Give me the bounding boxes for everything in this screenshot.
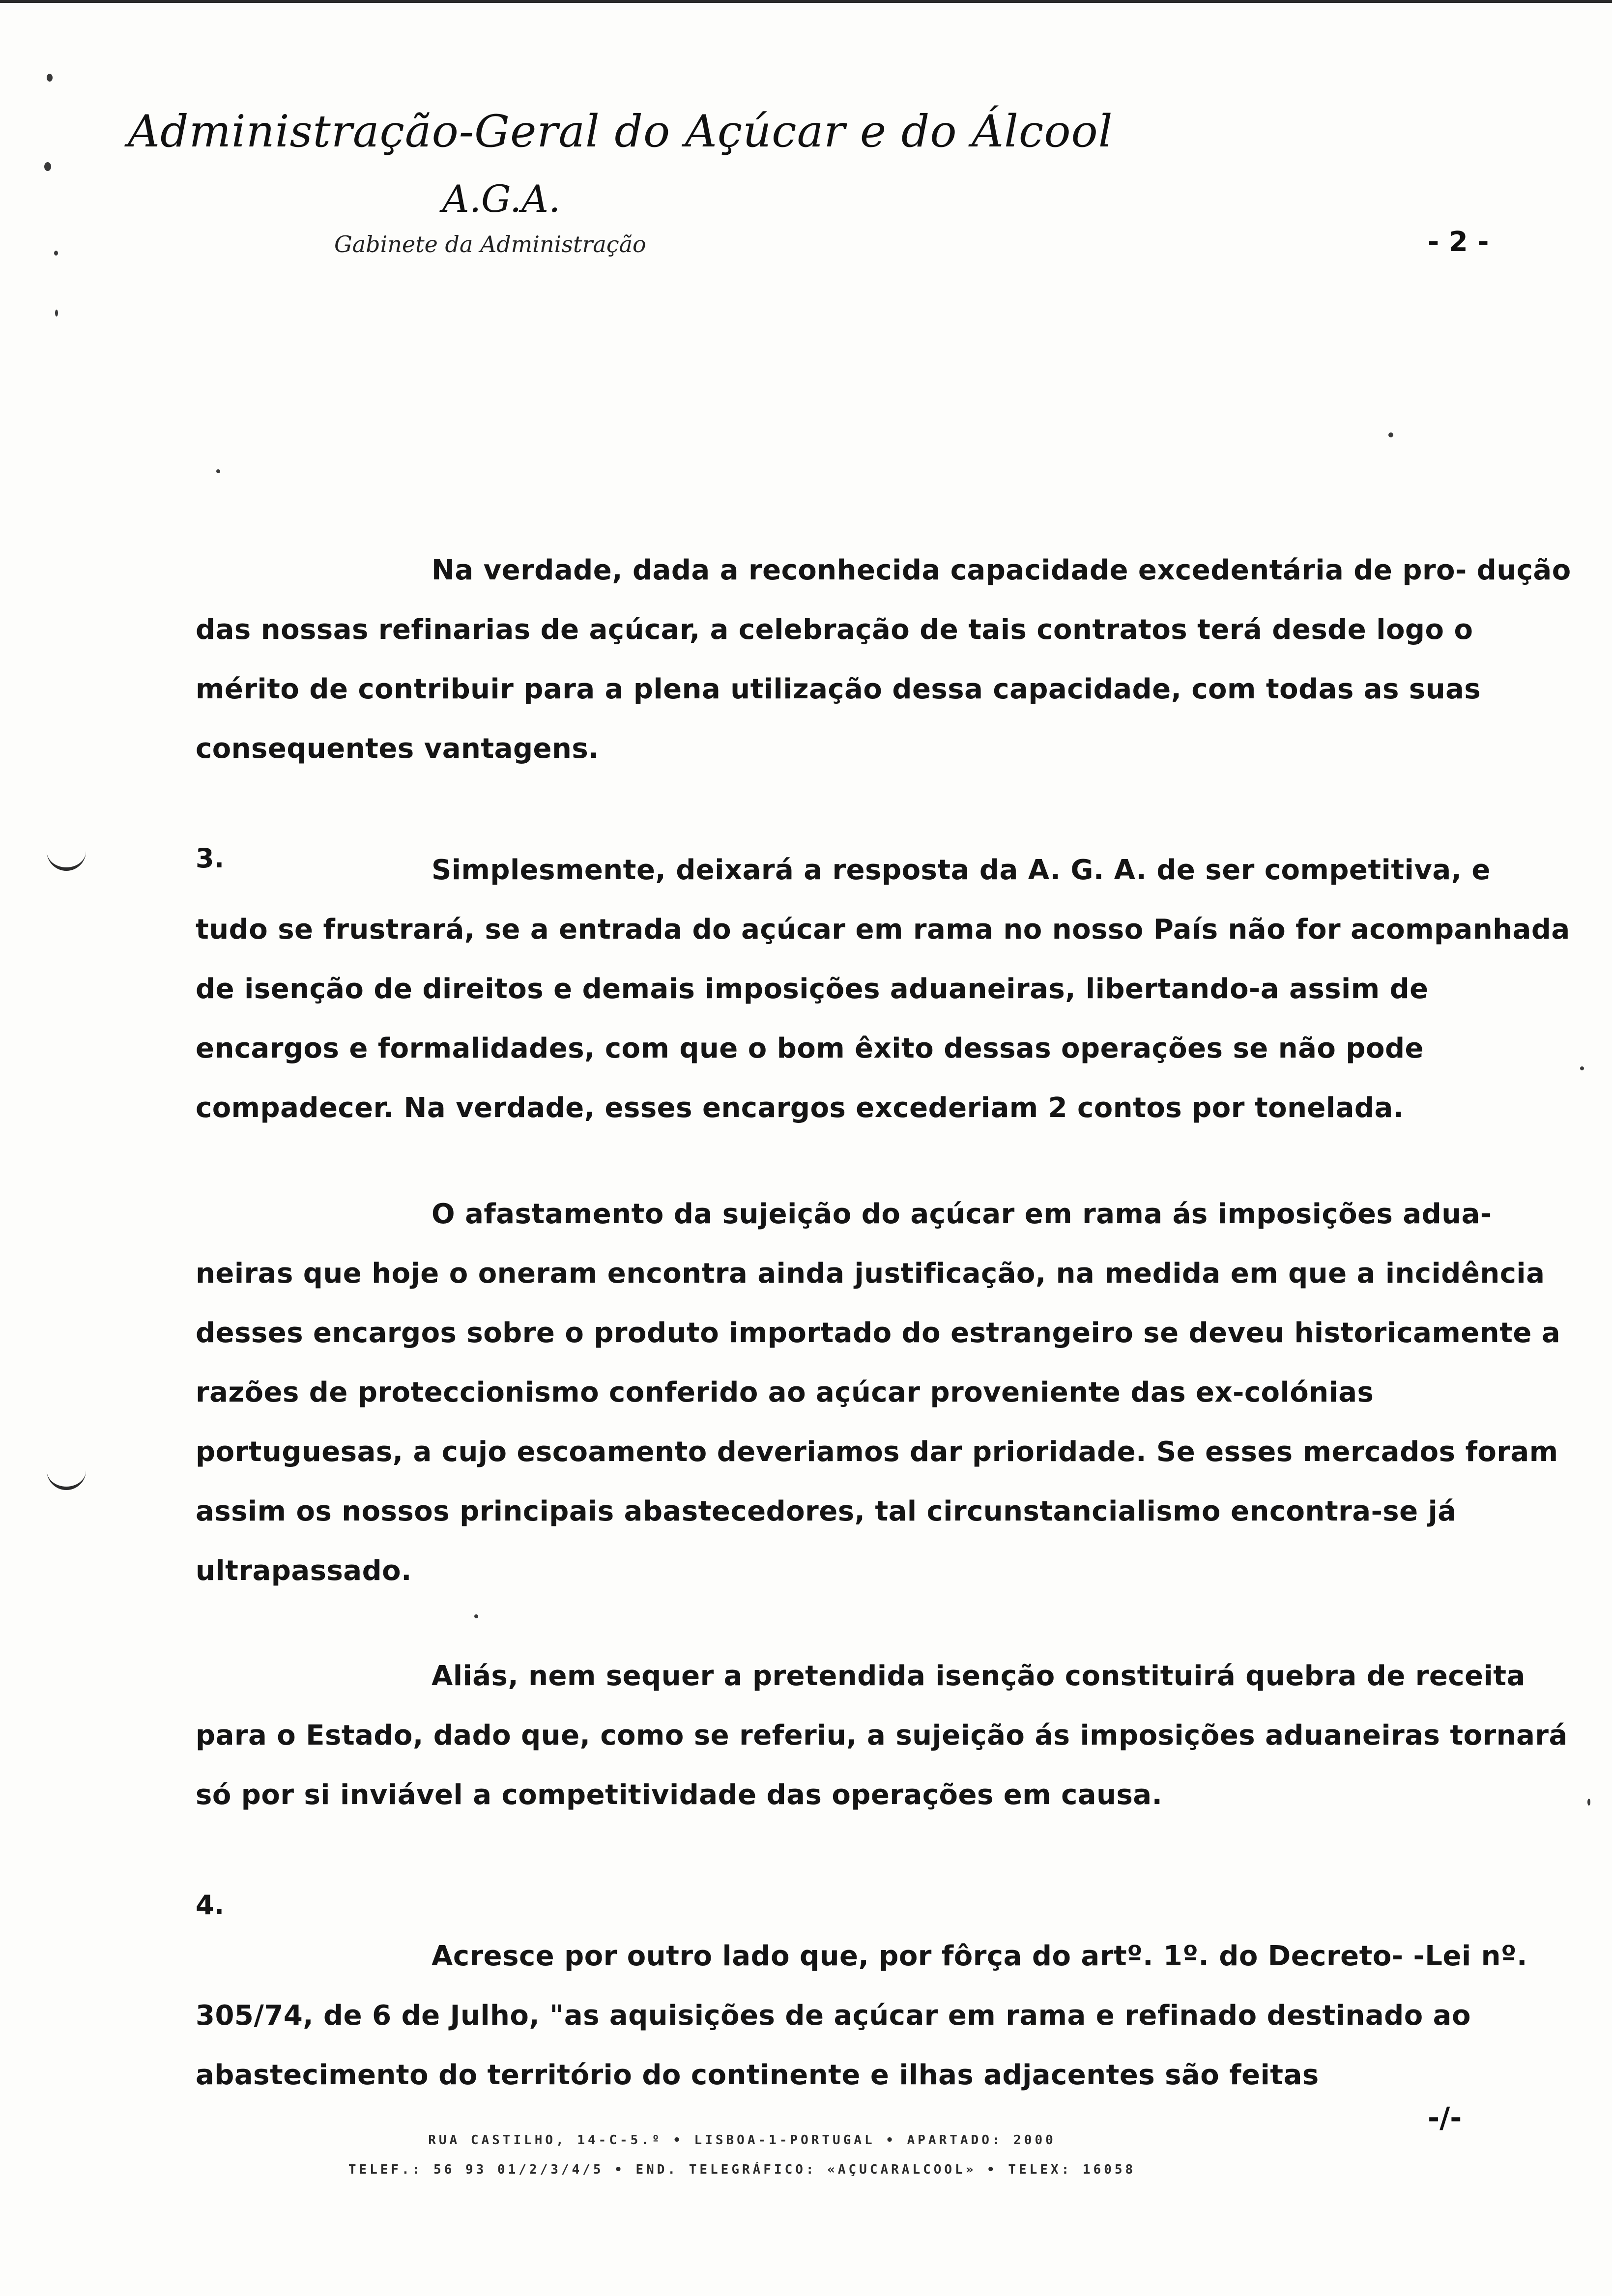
scan-speck (54, 251, 58, 256)
paragraph-4-body: receita para o Estado, dado que, como se referiu, a sujeição ás imposições aduaneiras tornará só por si inviável a competitividade das operações em causa. (196, 1660, 1568, 1811)
paragraph-2 (196, 840, 1572, 1138)
paragraph-3-first-line: O afastamento da sujeição do açúcar em rama ás imposições adua- (432, 1198, 1492, 1230)
paragraph-4-first-line: Aliás, nem sequer a pretendida isenção constituirá quebra de (432, 1660, 1406, 1692)
section-number-3: 3. (196, 843, 225, 874)
scan-speck (1580, 1066, 1584, 1070)
paragraph-2-first-line: Simplesmente, deixará a resposta da A. G. A. de ser competitiva, (432, 854, 1462, 886)
scan-speck (44, 162, 51, 171)
punch-hole-mark (47, 1467, 86, 1490)
paragraph-5-first-line: Acresce por outro lado que, por fôrça do artº. 1º. do Decreto- (432, 1940, 1404, 1972)
top-border-line (0, 0, 1612, 3)
scan-speck (47, 74, 53, 82)
page-number: - 2 - (1428, 226, 1489, 258)
punch-hole-mark (47, 848, 86, 871)
continuation-mark: -/- (1428, 2101, 1462, 2134)
paragraph-3 (196, 1184, 1572, 1601)
section-number-4: 4. (196, 1890, 225, 1921)
paragraph-3-body: neiras que hoje o oneram encontra ainda justificação, na medida em que a incidência desses encargos sobre o produto importado do estrangeiro se deveu historicamente a razões de proteccionismo conferido ao açúcar proveniente das ex-colónias portuguesas, a cujo escoamento deveriamos dar prioridade. Se esses mercados foram assim os nossos principais abastecedores, tal circunstancialismo encontra-se já ultrapassado. (196, 1258, 1561, 1587)
scan-speck (216, 469, 220, 473)
scan-speck (55, 310, 58, 316)
scan-speck (1388, 432, 1393, 437)
footer-contact-line: TELEF.: 56 93 01/2/3/4/5 • END. TELEGRÁFICO: «AÇUCARALCOOL» • TELEX: 16058 (348, 2162, 1136, 2177)
paragraph-5 (196, 1926, 1572, 2105)
paragraph-4 (196, 1646, 1572, 1825)
letterhead-office: Gabinete da Administração (334, 231, 646, 258)
letterhead-abbreviation: A.G.A. (442, 177, 561, 221)
paragraph-1-body: dução das nossas refinarias de açúcar, a celebração de tais contratos terá desde logo o mérito de contribuir para a plena utilização dessa capacidade, com todas as suas consequentes vantagens. (196, 554, 1571, 765)
scan-speck (474, 1614, 478, 1618)
scan-speck (1587, 1799, 1590, 1806)
paragraph-1-first-line: Na verdade, dada a reconhecida capacidade excedentária de pro- (432, 554, 1467, 586)
footer-address-line: RUA CASTILHO, 14-C-5.º • LISBOA-1-PORTUGAL • APARTADO: 2000 (428, 2133, 1056, 2148)
paragraph-5-body: -Lei nº. 305/74, de 6 de Julho, "as aquisições de açúcar em rama e refinado destinado ao abastecimento do território do continente e ilhas adjacentes são feitas (196, 1940, 1527, 2091)
paragraph-1 (196, 541, 1572, 778)
letterhead-org-name: Administração-Geral do Açúcar e do Álcool (128, 106, 1113, 157)
paragraph-2-body: e tudo se frustrará, se a entrada do açúcar em rama no nosso País não for acompanhada de isenção de direitos e demais imposições aduaneiras, libertando-a assim de encargos e formalidades, com que o bom êxito dessas operações se não pode compadecer. Na verdade, esses encargos excederiam 2 contos por tonelada. (196, 854, 1570, 1124)
